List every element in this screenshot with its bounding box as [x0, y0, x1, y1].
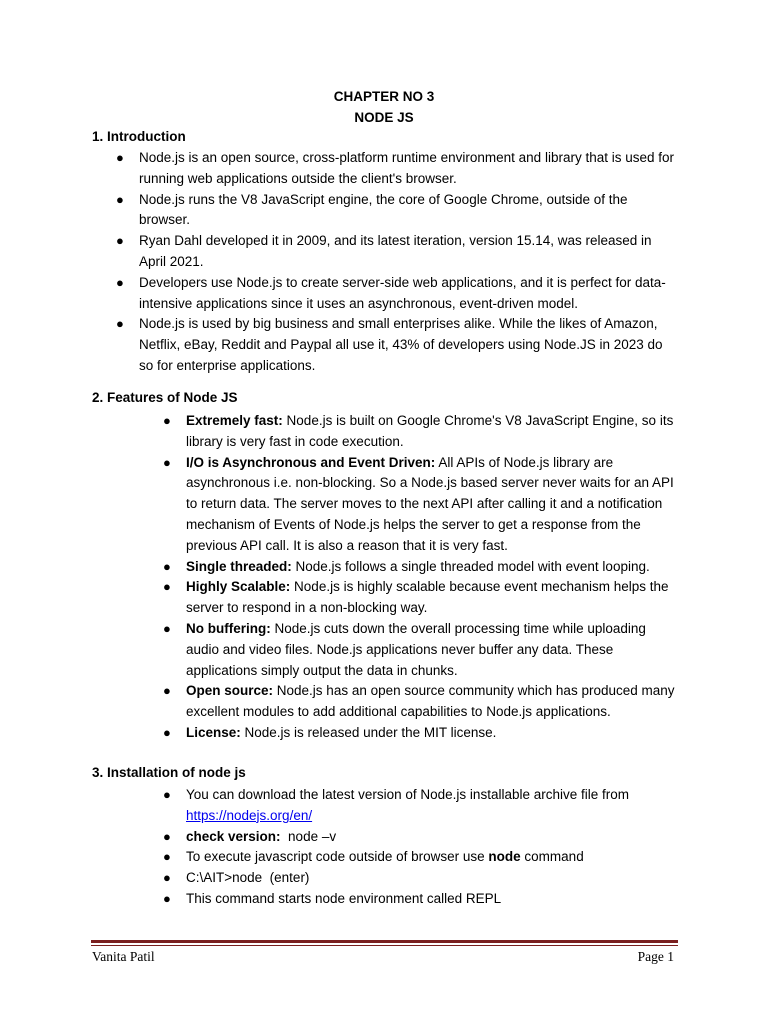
footer-author: Vanita Patil — [92, 949, 155, 964]
bullet-icon: ● — [163, 828, 171, 844]
section-features-heading: 2. Features of Node JS — [92, 390, 238, 405]
bullet-icon: ● — [116, 274, 124, 290]
section-installation-heading: 3. Installation of node js — [92, 765, 246, 780]
bullet-icon: ● — [163, 724, 171, 740]
footer-rule — [91, 940, 678, 943]
list-item: ● Single threaded: Node.js follows a single threaded model with event looping. — [186, 557, 682, 578]
bullet-icon: ● — [163, 579, 171, 595]
list-item: ● To execute javascript code outside of browser use node command — [186, 847, 682, 868]
section-introduction-heading: 1. Introduction — [92, 129, 186, 144]
bullet-icon: ● — [163, 849, 171, 865]
bullet-icon: ● — [116, 150, 124, 165]
list-item: ● No buffering: Node.js cuts down the overall processing time while uploading audio and video files. Node.js applications never buffer any data. These applications simply output the data in chunks. — [163, 620, 646, 678]
bullet-icon: ● — [116, 191, 124, 207]
list-item: ● You can download the latest version of Node.js installable archive file from https://nodejs.org/en/ — [163, 787, 630, 823]
bullet-icon: ● — [163, 683, 171, 699]
list-item: ● This command starts node environment called REPL — [186, 889, 682, 910]
list-item: ● Node.js runs the V8 JavaScript engine, the core of Google Chrome, outside of the browser. — [116, 191, 628, 228]
installation-list — [163, 785, 682, 910]
list-item: ● License: Node.js is released under the MIT license. — [186, 723, 682, 744]
list-item: ● I/O is Asynchronous and Event Driven: All APIs of Node.js library are asynchronous i.e. non-blocking. So a Node.js based server never waits for an API to return data. The server moves to the next API after calling it and a notification mechanism of Events of Node.js helps the server to get a response from the previous API call. It is also a reason that it is very fast. — [163, 454, 674, 553]
footer-page-number: Page 1 — [637, 949, 674, 964]
nodejs-download-link[interactable]: https://nodejs.org/en/ — [186, 807, 313, 823]
bullet-icon: ● — [163, 558, 171, 574]
list-item: ● Highly Scalable: Node.js is highly scalable because event mechanism helps the server to respond in a non-blocking way. — [163, 579, 669, 616]
list-item: ● check version: node –v — [186, 827, 682, 848]
bullet-icon: ● — [163, 890, 171, 906]
list-item: ● Node.js is used by big business and small enterprises alike. While the likes of Amazon, Netflix, eBay, Reddit and Paypal all use it, 43% of developers using Node.JS in 2023 do so for enterprise applications. — [116, 316, 663, 373]
introduction-list — [116, 148, 679, 377]
chapter-title: NODE JS — [354, 110, 414, 125]
chapter-number: CHAPTER NO 3 — [333, 89, 435, 104]
footer-rule-thin — [91, 945, 678, 946]
list-item: ● Open source: Node.js has an open source community which has produced many excellent modules to add additional capabilities to Node.js applications. — [163, 683, 675, 720]
bullet-icon: ● — [163, 787, 171, 802]
bullet-icon: ● — [163, 620, 171, 636]
bullet-icon: ● — [116, 316, 124, 332]
list-item: ● Extremely fast: Node.js is built on Google Chrome's V8 JavaScript Engine, so its library is very fast in code execution. — [163, 413, 674, 449]
bullet-icon: ● — [116, 233, 124, 249]
list-item: ● Developers use Node.js to create server-side web applications, and it is perfect for data-intensive applications since it uses an asynchronous, event-driven model. — [116, 274, 666, 311]
bullet-icon: ● — [163, 870, 171, 886]
bullet-icon: ● — [163, 413, 171, 428]
list-item: ● C:\AIT>node (enter) — [186, 868, 682, 889]
bullet-icon: ● — [163, 454, 171, 470]
list-item: ● Node.js is an open source, cross-platform runtime environment and library that is used for running web applications outside the client's browser. — [116, 150, 674, 186]
features-list — [163, 411, 682, 744]
list-item: ● Ryan Dahl developed it in 2009, and its latest iteration, version 15.14, was released in April 2021. — [116, 233, 652, 269]
